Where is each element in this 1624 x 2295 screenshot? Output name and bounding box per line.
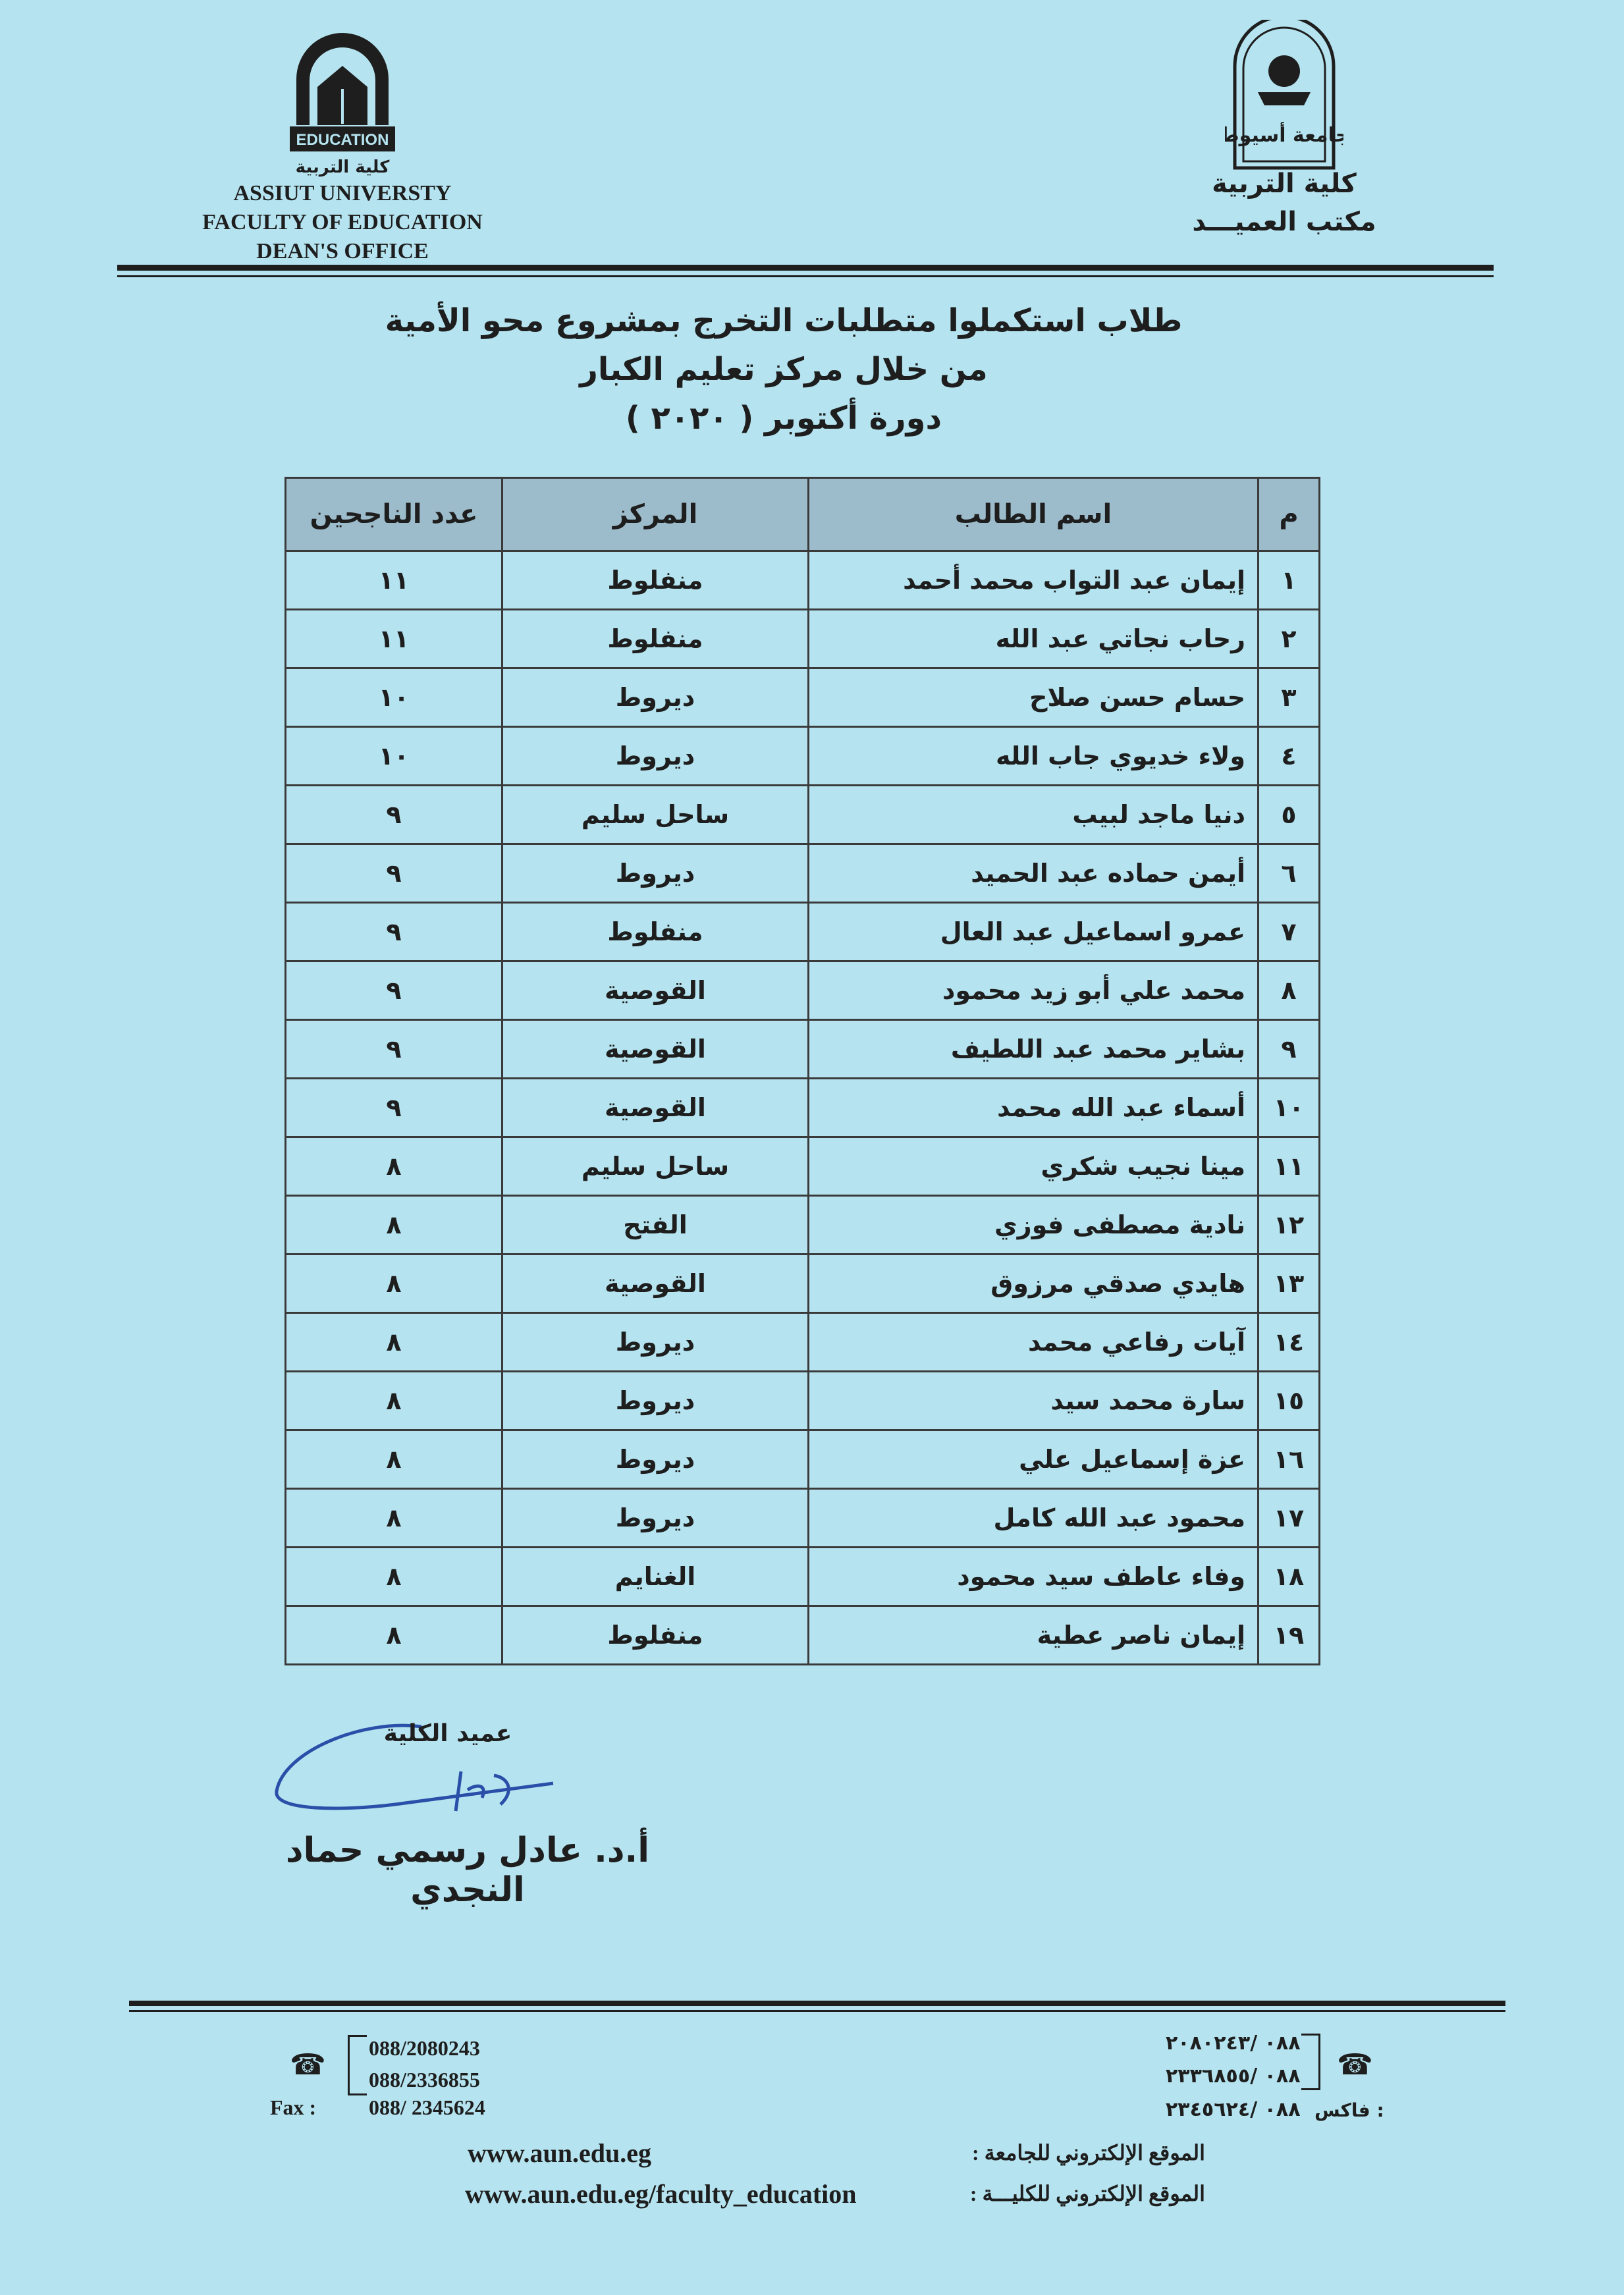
telephone-icon: ☎ [290, 2048, 326, 2082]
document-title [329, 296, 1238, 443]
table-row [286, 961, 1320, 1020]
student-name: إيمان ناصر عطية [809, 1606, 1259, 1665]
row-index: ١٥ [1259, 1372, 1320, 1430]
table-row [286, 1020, 1320, 1079]
fax-label-en: Fax : [270, 2095, 317, 2119]
table-row [286, 1079, 1320, 1137]
row-index: ١١ [1259, 1137, 1320, 1196]
telephone-icon: ☎ [1337, 2048, 1373, 2082]
graduates-table [284, 477, 1320, 1665]
pass-count: ٨ [286, 1548, 502, 1606]
row-index: ١٤ [1259, 1313, 1320, 1372]
row-index: ٩ [1259, 1020, 1320, 1079]
student-name: نادية مصطفى فوزي [809, 1196, 1259, 1255]
table-row [286, 1489, 1320, 1548]
student-name: مينا نجيب شكري [809, 1137, 1259, 1196]
office-name-en: DEAN'S OFFICE [256, 239, 429, 263]
row-index: ٦ [1259, 844, 1320, 903]
table-row [286, 1137, 1320, 1196]
table-row [286, 1196, 1320, 1255]
center-name: القوصية [502, 1255, 809, 1313]
table-row [286, 786, 1320, 844]
student-name: بشاير محمد عبد اللطيف [809, 1020, 1259, 1079]
student-name: ولاء خديوي جاب الله [809, 727, 1259, 786]
table-row [286, 1430, 1320, 1489]
center-name: ديروط [502, 1313, 809, 1372]
footer-rule [129, 2001, 1505, 2006]
pass-count: ٨ [286, 1313, 502, 1372]
phone-numbers-en [369, 2032, 480, 2095]
center-name: منفلوط [502, 1606, 809, 1665]
dean-title: عميد الكلية [383, 1720, 512, 1747]
pass-count: ٩ [286, 903, 502, 961]
title-line-1: طلاب استكملوا متطلبات التخرج بمشروع محو الأمية [385, 302, 1183, 339]
center-name: ديروط [502, 668, 809, 727]
fax-number-ar: ٠٨٨ /٢٣٤٥٦٢٤ [1166, 2098, 1301, 2121]
row-index: ١٩ [1259, 1606, 1320, 1665]
fax-number-en: 088/ 2345624 [369, 2095, 485, 2119]
student-name: عزة إسماعيل علي [809, 1430, 1259, 1489]
student-name: آيات رفاعي محمد [809, 1313, 1259, 1372]
phone-bracket-ar [1301, 2034, 1320, 2090]
phone-number-1: 088/2080243 [369, 2036, 480, 2060]
pass-count: ٨ [286, 1606, 502, 1665]
pass-count: ٨ [286, 1372, 502, 1430]
row-index: ١٢ [1259, 1196, 1320, 1255]
dean-name: أ.د. عادل رسمي حماد النجدي [285, 1831, 650, 1910]
arabic-letterhead [1159, 165, 1409, 241]
table-row [286, 1372, 1320, 1430]
footer-rule-thin [129, 2010, 1505, 2012]
title-line-2: من خلال مركز تعليم الكبار [580, 351, 988, 388]
faculty-name-ar: كلية التربية [1212, 169, 1357, 199]
table-row [286, 610, 1320, 668]
phone-number-2: 088/2336855 [369, 2068, 480, 2092]
table-row [286, 727, 1320, 786]
student-name: أيمن حماده عبد الحميد [809, 844, 1259, 903]
row-index: ١٨ [1259, 1548, 1320, 1606]
row-index: ١٧ [1259, 1489, 1320, 1548]
center-name: منفلوط [502, 551, 809, 610]
pass-count: ١٠ [286, 727, 502, 786]
student-name: محمد علي أبو زيد محمود [809, 961, 1259, 1020]
header-pass-count: عدد الناجحين [286, 478, 502, 551]
university-website-label: الموقع الإلكتروني للجامعة : [971, 2141, 1205, 2165]
student-name: سارة محمد سيد [809, 1372, 1259, 1430]
center-name: ساحل سليم [502, 786, 809, 844]
university-website-link[interactable]: www.aun.edu.eg [468, 2138, 651, 2168]
row-index: ٥ [1259, 786, 1320, 844]
student-name: حسام حسن صلاح [809, 668, 1259, 727]
student-name: محمود عبد الله كامل [809, 1489, 1259, 1548]
student-name: هايدي صدقي مرزوق [809, 1255, 1259, 1313]
table-row [286, 551, 1320, 610]
pass-count: ٩ [286, 1079, 502, 1137]
row-index: ١٦ [1259, 1430, 1320, 1489]
table-row [286, 1548, 1320, 1606]
student-name: دنيا ماجد لبيب [809, 786, 1259, 844]
faculty-name-en: FACULTY OF EDUCATION [202, 210, 483, 234]
pass-count: ٨ [286, 1489, 502, 1548]
center-name: ديروط [502, 1489, 809, 1548]
phone-number-ar-1: ٠٨٨ /٢٠٨٠٢٤٣ [1166, 2032, 1301, 2055]
row-index: ٢ [1259, 610, 1320, 668]
center-name: الفتح [502, 1196, 809, 1255]
pass-count: ١٠ [286, 668, 502, 727]
row-index: ١٣ [1259, 1255, 1320, 1313]
center-name: منفلوط [502, 903, 809, 961]
center-name: القوصية [502, 1079, 809, 1137]
phone-number-ar-2: ٠٨٨ /٢٣٣٦٨٥٥ [1166, 2065, 1301, 2088]
header-rule [117, 265, 1494, 271]
row-index: ٧ [1259, 903, 1320, 961]
center-name: الغنايم [502, 1548, 809, 1606]
phone-bracket-en [348, 2035, 367, 2095]
center-name: ديروط [502, 727, 809, 786]
header-index: م [1259, 478, 1320, 551]
row-index: ١ [1259, 551, 1320, 610]
row-index: ١٠ [1259, 1079, 1320, 1137]
student-name: أسماء عبد الله محمد [809, 1079, 1259, 1137]
center-name: ساحل سليم [502, 1137, 809, 1196]
header-center: المركز [502, 478, 809, 551]
row-index: ٤ [1259, 727, 1320, 786]
svg-text:EDUCATION: EDUCATION [296, 131, 389, 149]
center-name: ديروط [502, 1430, 809, 1489]
center-name: منفلوط [502, 610, 809, 668]
phone-numbers-ar [1166, 2027, 1301, 2093]
pass-count: ١١ [286, 551, 502, 610]
faculty-logo [277, 26, 408, 178]
row-index: ٨ [1259, 961, 1320, 1020]
title-line-3: دورة أكتوبر ( ٢٠٢٠ ) [625, 400, 942, 437]
center-name: ديروط [502, 1372, 809, 1430]
header-rule-thin [117, 275, 1494, 277]
table-row [286, 1255, 1320, 1313]
svg-text:جامعة أسيوط: جامعة أسيوط [1225, 124, 1343, 147]
university-name-en: ASSIUT UNIVERSTY [233, 181, 452, 205]
svg-text:كلية التربية: كلية التربية [295, 157, 390, 177]
pass-count: ١١ [286, 610, 502, 668]
student-name: وفاء عاطف سيد محمود [809, 1548, 1259, 1606]
fax-label-ar: فاكس : [1314, 2099, 1384, 2121]
table-row [286, 903, 1320, 961]
student-name: رحاب نجاتي عبد الله [809, 610, 1259, 668]
row-index: ٣ [1259, 668, 1320, 727]
pass-count: ٨ [286, 1255, 502, 1313]
pass-count: ٨ [286, 1137, 502, 1196]
pass-count: ٨ [286, 1196, 502, 1255]
pass-count: ٩ [286, 786, 502, 844]
table-row [286, 844, 1320, 903]
faculty-website-label: الموقع الإلكتروني للكليـــة : [969, 2182, 1205, 2205]
office-name-ar: مكتب العميـــد [1192, 207, 1376, 237]
header-student-name: اسم الطالب [809, 478, 1259, 551]
pass-count: ٩ [286, 844, 502, 903]
center-name: القوصية [502, 961, 809, 1020]
table-row [286, 1313, 1320, 1372]
table-header-row [286, 478, 1320, 551]
pass-count: ٩ [286, 1020, 502, 1079]
student-name: عمرو اسماعيل عبد العال [809, 903, 1259, 961]
center-name: القوصية [502, 1020, 809, 1079]
pass-count: ٩ [286, 961, 502, 1020]
center-name: ديروط [502, 844, 809, 903]
table-row [286, 1606, 1320, 1665]
faculty-website-link[interactable]: www.aun.edu.eg/faculty_education [465, 2179, 857, 2209]
english-letterhead [119, 179, 566, 266]
table-row [286, 668, 1320, 727]
university-logo [1225, 20, 1343, 171]
student-name: إيمان عبد التواب محمد أحمد [809, 551, 1259, 610]
pass-count: ٨ [286, 1430, 502, 1489]
